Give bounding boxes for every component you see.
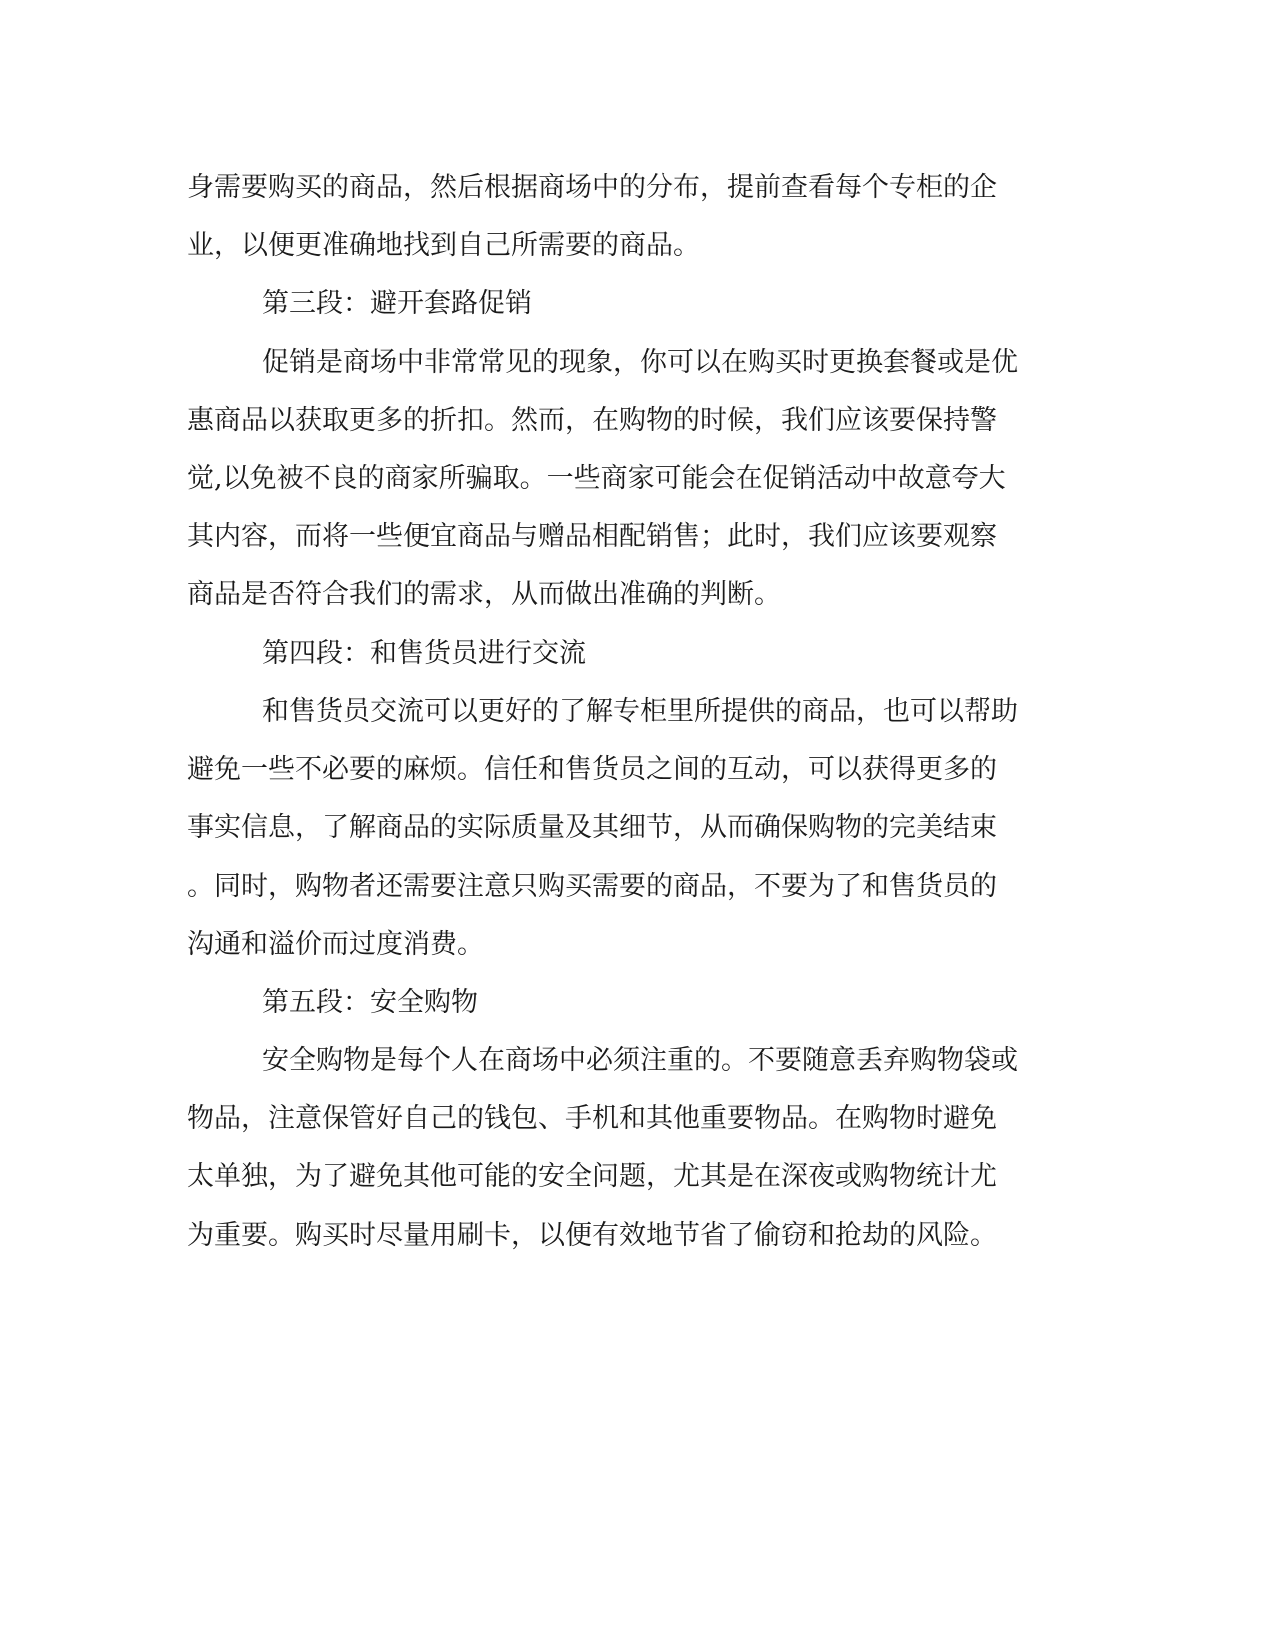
body-text-line: 其内容，而将一些便宜商品与赠品相配销售；此时，我们应该要观察 bbox=[187, 521, 997, 552]
body-text-line: 促销是商场中非常常见的现象，你可以在购买时更换套餐或是优 bbox=[262, 347, 1018, 378]
body-text-line: 沟通和溢价而过度消费。 bbox=[187, 929, 484, 960]
body-text-line: 为重要。购买时尽量用刷卡，以便有效地节省了偷窃和抢劫的风险。 bbox=[187, 1220, 997, 1251]
body-text-line: 物品，注意保管好自己的钱包、手机和其他重要物品。在购物时避免 bbox=[187, 1103, 997, 1134]
body-text-line: 商品是否符合我们的需求，从而做出准确的判断。 bbox=[187, 579, 781, 610]
body-text-line: 惠商品以获取更多的折扣。然而，在购物的时候，我们应该要保持警 bbox=[187, 405, 997, 436]
body-text-line: 事实信息，了解商品的实际质量及其细节，从而确保购物的完美结束 bbox=[187, 812, 997, 843]
body-text-line: 。同时，购物者还需要注意只购买需要的商品，不要为了和售货员的 bbox=[187, 871, 997, 902]
body-text-line: 觉,以免被不良的商家所骗取。一些商家可能会在促销活动中故意夸大 bbox=[187, 463, 1006, 494]
body-text-line: 和售货员交流可以更好的了解专柜里所提供的商品，也可以帮助 bbox=[262, 696, 1018, 727]
body-text-line: 安全购物是每个人在商场中必须注重的。不要随意丢弃购物袋或 bbox=[262, 1045, 1018, 1076]
section-heading-5: 第五段：安全购物 bbox=[262, 987, 478, 1018]
body-text-line: 太单独，为了避免其他可能的安全问题，尤其是在深夜或购物统计尤 bbox=[187, 1161, 997, 1192]
section-heading-4: 第四段：和售货员进行交流 bbox=[262, 638, 586, 669]
body-text-line: 业，以便更准确地找到自己所需要的商品。 bbox=[187, 230, 700, 261]
body-text-line: 避免一些不必要的麻烦。信任和售货员之间的互动，可以获得更多的 bbox=[187, 754, 997, 785]
section-heading-3: 第三段：避开套路促销 bbox=[262, 288, 532, 319]
body-text-line: 身需要购买的商品，然后根据商场中的分布，提前查看每个专柜的企 bbox=[187, 172, 997, 203]
